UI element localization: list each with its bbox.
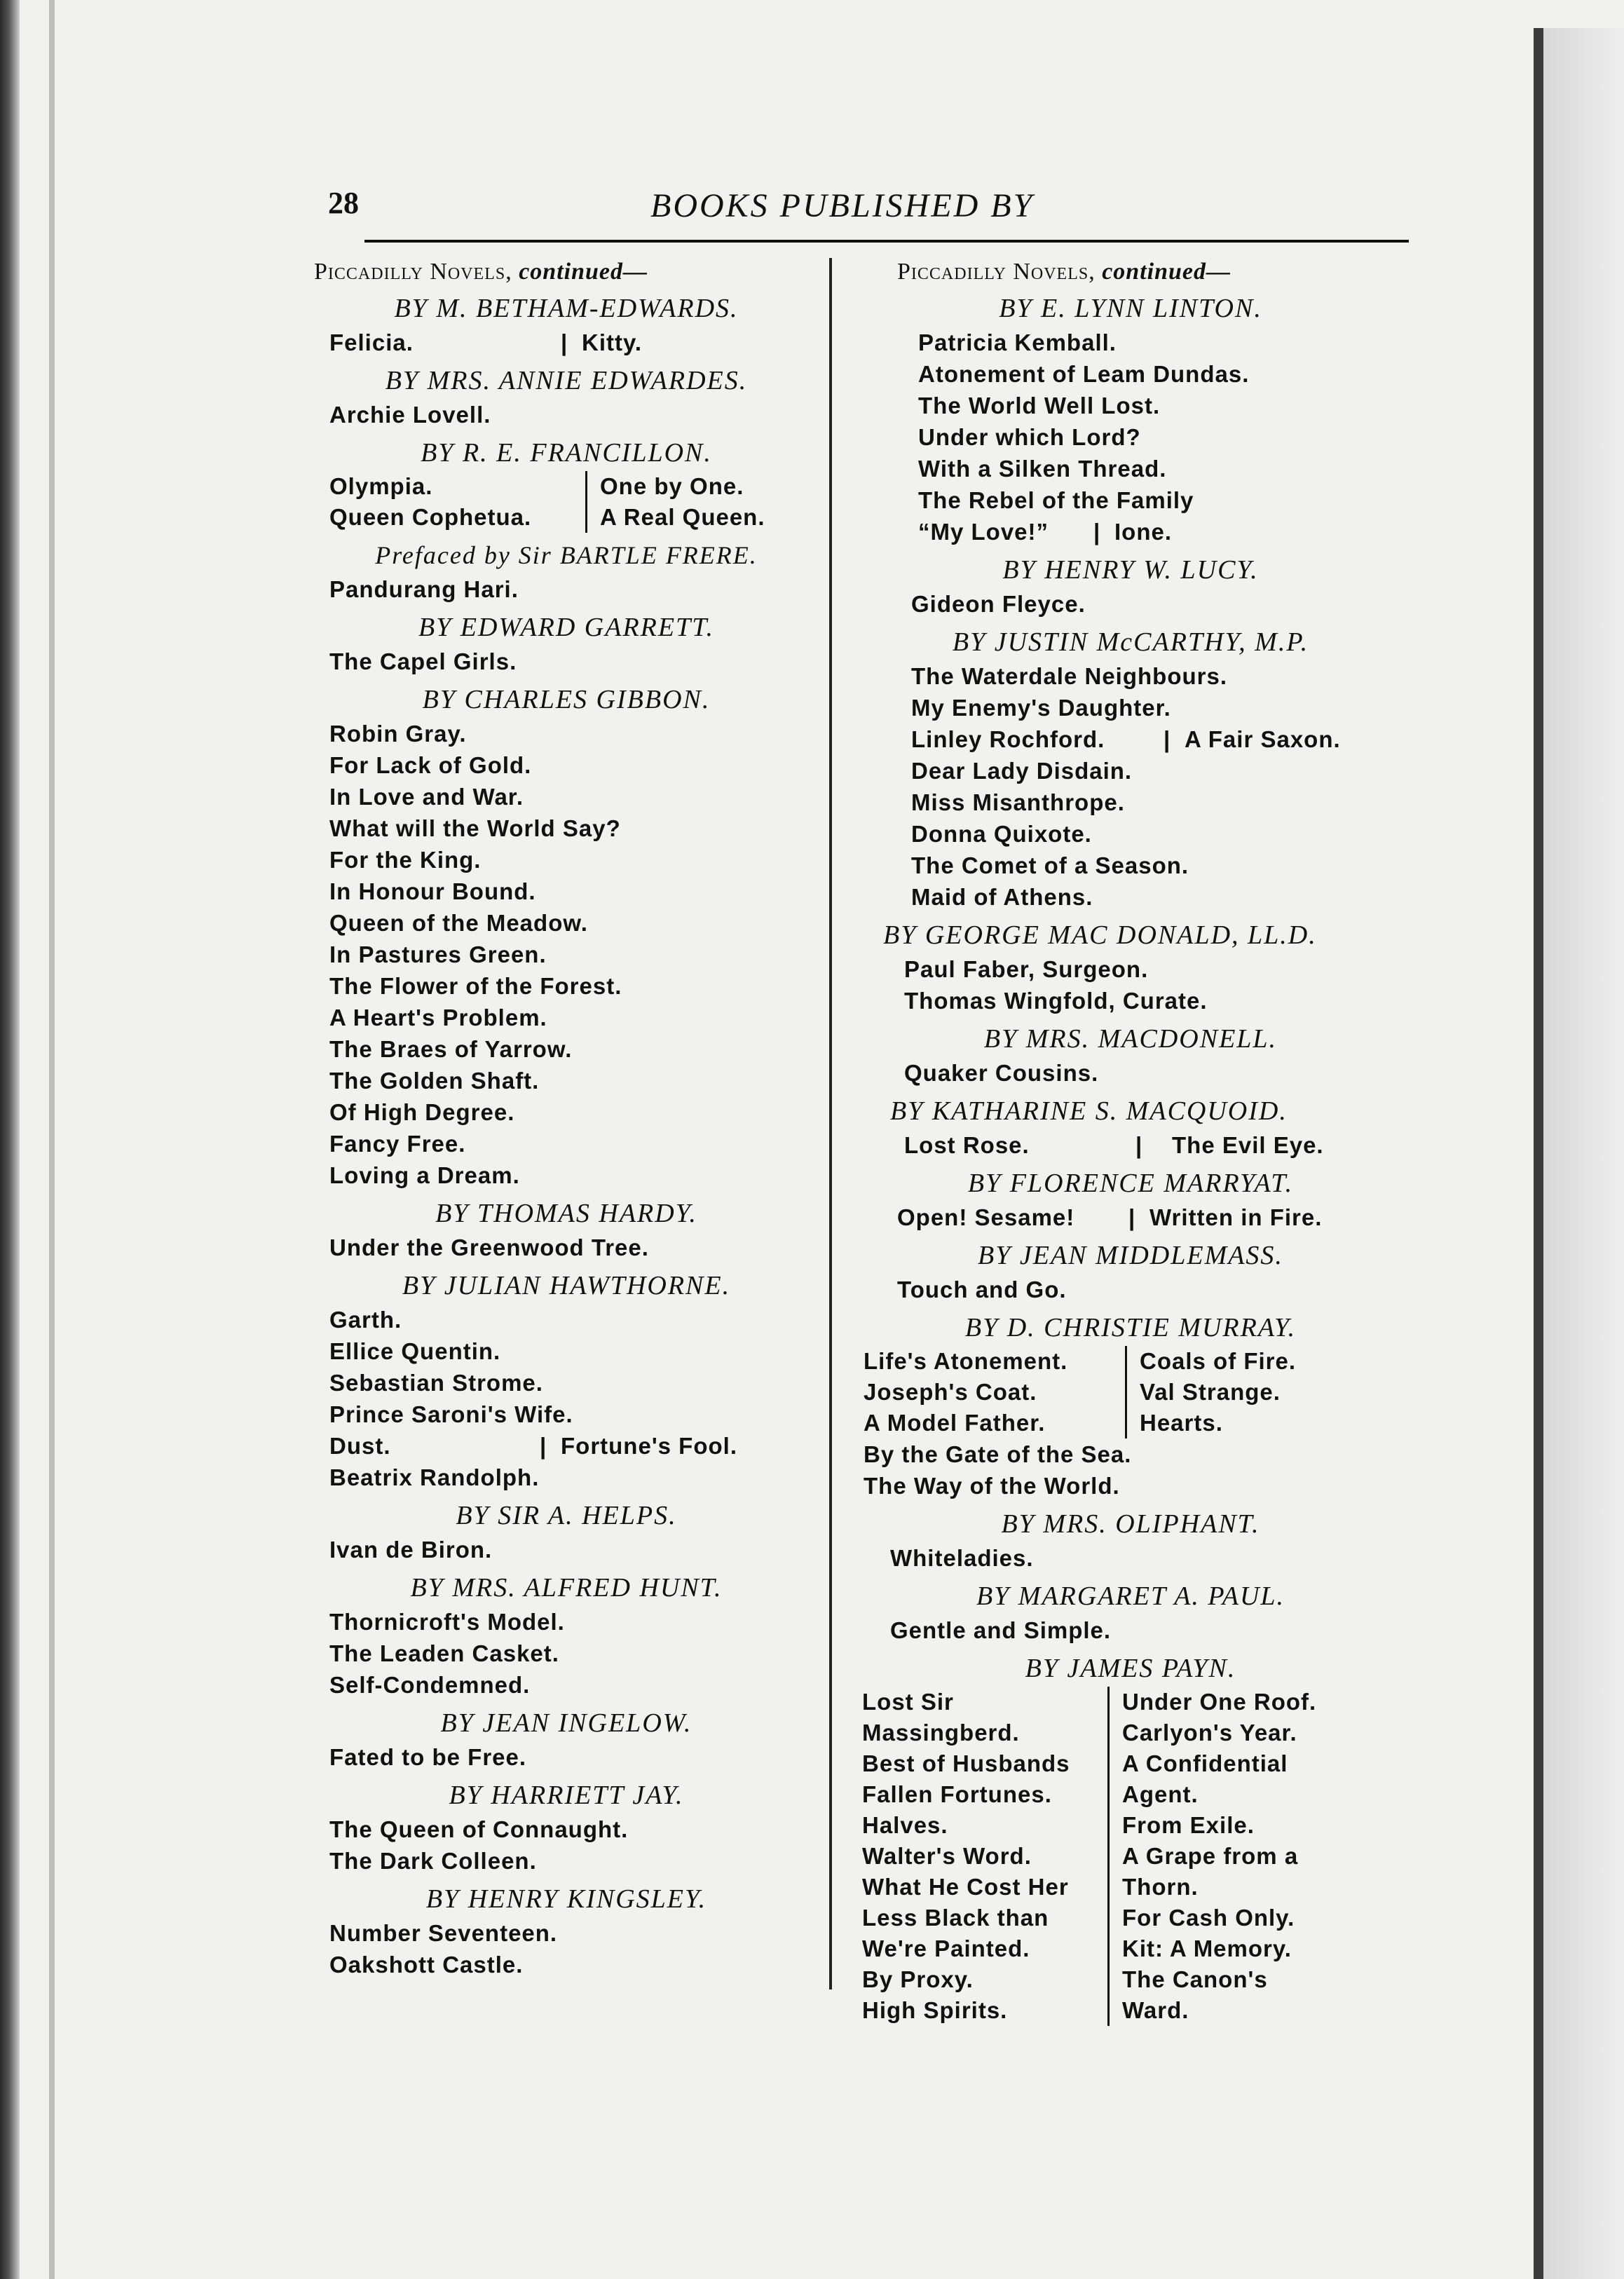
title-grid	[854, 1687, 1407, 2026]
book-title: Under One Roof.	[1122, 1689, 1317, 1715]
author-heading: BY CHARLES GIBBON.	[422, 685, 711, 714]
book-title: A Grape from a Thorn.	[1122, 1843, 1299, 1900]
column-divider	[829, 258, 832, 1989]
book-title: Under which Lord?	[918, 424, 1141, 450]
author-heading: BY FLORENCE MARRYAT.	[967, 1169, 1294, 1198]
book-title: Walter's Word.	[862, 1843, 1032, 1869]
author-heading: BY MRS. ALFRED HUNT.	[410, 1573, 723, 1603]
author-heading: BY EDWARD GARRETT.	[418, 613, 715, 642]
book-title: Thornicroft's Model.	[329, 1609, 565, 1635]
book-title: Joseph's Coat.	[862, 1377, 1127, 1408]
book-title: By Proxy.	[862, 1966, 974, 1992]
book-title: Self-Condemned.	[329, 1672, 531, 1698]
book-title: Number Seventeen.	[329, 1920, 558, 1946]
book-title: A Real Queen.	[600, 504, 765, 530]
book-title: My Enemy's Daughter.	[911, 695, 1171, 721]
book-title: Olympia.	[328, 471, 587, 502]
book-title: Linley Rochford.	[911, 726, 1105, 752]
author-heading: BY MRS. MACDONELL.	[983, 1024, 1278, 1054]
author-heading: BY JAMES PAYN.	[1025, 1654, 1236, 1683]
book-title: What will the World Say?	[329, 815, 621, 841]
book-title: Fated to be Free.	[329, 1744, 527, 1770]
book-title: What He Cost Her	[862, 1874, 1069, 1900]
book-title: Val Strange.	[1140, 1379, 1281, 1405]
book-title: For the King.	[329, 847, 482, 873]
title-pair: Lost Rose. | The Evil Eye.	[854, 1129, 1407, 1161]
book-title: “My Love!”	[918, 519, 1049, 545]
book-title: Ivan de Biron.	[329, 1537, 493, 1563]
author-heading: BY JEAN INGELOW.	[440, 1708, 692, 1738]
book-title: Ione.	[1114, 519, 1173, 545]
book-title: Open! Sesame!	[897, 1204, 1075, 1230]
book-title: Lost Sir Massingberd.	[862, 1689, 1020, 1746]
author-heading: BY THOMAS HARDY.	[435, 1199, 697, 1228]
book-title: Beatrix Randolph.	[329, 1464, 540, 1490]
book-title: One by One.	[600, 473, 744, 499]
book-title: A Fair Saxon.	[1185, 726, 1341, 752]
book-title: With a Silken Thread.	[918, 456, 1167, 482]
payn-right-list	[1110, 1687, 1390, 2026]
author-heading: BY HENRY W. LUCY.	[1002, 555, 1259, 585]
book-title: Robin Gray.	[329, 721, 467, 747]
book-title: A Model Father.	[862, 1408, 1127, 1438]
right-column	[854, 254, 1407, 2026]
book-title: Lost Rose.	[904, 1132, 1030, 1158]
book-title: Kit: A Memory.	[1122, 1936, 1292, 1961]
book-title: Fallen Fortunes.	[862, 1781, 1052, 1807]
book-title: In Honour Bound.	[329, 878, 536, 904]
book-title: The Comet of a Season.	[911, 852, 1189, 878]
book-title: The Dark Colleen.	[329, 1848, 537, 1874]
book-title: Archie Lovell.	[329, 402, 491, 428]
book-title: The Canon's Ward.	[1122, 1966, 1268, 2023]
book-title: Atonement of Leam Dundas.	[918, 361, 1250, 387]
author-heading: BY MRS. ANNIE EDWARDES.	[385, 366, 748, 395]
book-title: Sebastian Strome.	[329, 1370, 543, 1396]
author-heading: BY HENRY KINGSLEY.	[425, 1884, 707, 1914]
book-title: Hearts.	[1140, 1410, 1223, 1436]
author-heading: Prefaced by Sir BARTLE FRERE.	[375, 541, 758, 569]
author-heading: BY MARGARET A. PAUL.	[976, 1581, 1285, 1611]
author-heading: BY R. E. FRANCILLON.	[421, 438, 712, 468]
title-pair: Dust. | Fortune's Fool.	[314, 1430, 819, 1462]
author-heading: BY JEAN MIDDLEMASS.	[978, 1241, 1283, 1270]
book-title: Donna Quixote.	[911, 821, 1092, 847]
title-grid	[854, 1346, 1407, 1438]
book-title: Quaker Cousins.	[904, 1060, 1099, 1086]
author-heading: BY SIR A. HELPS.	[456, 1501, 677, 1530]
book-title: A Confidential Agent.	[1122, 1750, 1288, 1807]
book-binding-left	[0, 0, 20, 2279]
book-title: Ellice Quentin.	[329, 1338, 501, 1364]
page-number: 28	[328, 186, 359, 220]
book-title: The Golden Shaft.	[329, 1068, 540, 1094]
book-title: Kitty.	[582, 329, 643, 355]
book-title: The Rebel of the Family	[918, 487, 1194, 513]
book-title: Best of Husbands	[862, 1750, 1070, 1776]
book-title: Fortune's Fool.	[561, 1433, 737, 1459]
book-title: Touch and Go.	[897, 1277, 1067, 1302]
payn-left-list	[854, 1687, 1110, 2026]
book-title: Thomas Wingfold, Curate.	[904, 988, 1208, 1014]
book-title: Halves.	[862, 1812, 948, 1838]
book-title: Life's Atonement.	[862, 1346, 1127, 1377]
book-title: In Pastures Green.	[329, 941, 547, 967]
header-rule	[364, 240, 1409, 243]
page-header	[328, 184, 1414, 240]
book-title: Queen of the Meadow.	[329, 910, 588, 936]
book-title: Dear Lady Disdain.	[911, 758, 1133, 784]
book-title: For Lack of Gold.	[329, 752, 532, 778]
book-title: Less Black than We're Painted.	[862, 1905, 1049, 1961]
book-title: The Evil Eye.	[1172, 1132, 1324, 1158]
book-title: Paul Faber, Surgeon.	[904, 956, 1149, 982]
book-title: Dust.	[329, 1433, 391, 1459]
book-title: Of High Degree.	[329, 1099, 515, 1125]
book-title: Whiteladies.	[890, 1545, 1034, 1571]
title-pair: Linley Rochford. | A Fair Saxon.	[854, 723, 1407, 755]
book-title: In Love and War.	[329, 784, 524, 810]
book-title: The Way of the World.	[864, 1473, 1120, 1499]
page-edge-right	[1534, 28, 1543, 2279]
book-title: Patricia Kemball.	[918, 329, 1117, 355]
page-shadow-left	[49, 0, 55, 2279]
book-title: The Flower of the Forest.	[329, 973, 622, 999]
book-title: The World Well Lost.	[918, 393, 1161, 419]
author-heading: BY JULIAN HAWTHORNE.	[402, 1271, 731, 1300]
book-title: Coals of Fire.	[1140, 1348, 1297, 1374]
author-heading: BY MRS. OLIPHANT.	[1001, 1509, 1260, 1539]
book-title: Miss Misanthrope.	[911, 789, 1125, 815]
running-head: BOOKS PUBLISHED BY	[650, 187, 1035, 224]
book-title: Oakshott Castle.	[329, 1952, 524, 1978]
title-pair: “My Love!” | Ione.	[854, 516, 1407, 547]
book-title: Pandurang Hari.	[329, 576, 519, 602]
book-title: From Exile.	[1122, 1812, 1255, 1838]
book-title: For Cash Only.	[1122, 1905, 1295, 1931]
author-heading: BY M. BETHAM-EDWARDS.	[394, 294, 739, 323]
author-heading: BY KATHARINE S. MACQUOID.	[890, 1096, 1288, 1126]
author-heading: BY D. CHRISTIE MURRAY.	[964, 1313, 1297, 1342]
continued-heading: Piccadilly Novels, continued—	[314, 259, 648, 285]
title-pair: Open! Sesame! | Written in Fire.	[854, 1202, 1407, 1233]
title-grid	[314, 471, 819, 533]
book-title: Loving a Dream.	[329, 1162, 520, 1188]
title-pair: Felicia. | Kitty.	[314, 327, 819, 358]
book-title: By the Gate of the Sea.	[864, 1441, 1132, 1467]
book-title: Maid of Athens.	[911, 884, 1093, 910]
left-column	[314, 254, 819, 1980]
book-title: Fancy Free.	[329, 1131, 466, 1157]
book-title: Gideon Fleyce.	[911, 591, 1086, 617]
book-title: Queen Cophetua.	[328, 502, 587, 533]
continued-heading: Piccadilly Novels, continued—	[897, 259, 1231, 285]
book-title: The Leaden Casket.	[329, 1640, 559, 1666]
book-title: The Waterdale Neighbours.	[911, 663, 1228, 689]
book-title: Gentle and Simple.	[890, 1617, 1112, 1643]
author-heading: BY E. LYNN LINTON.	[999, 294, 1262, 323]
book-title: Felicia.	[329, 329, 414, 355]
book-title: Prince Saroni's Wife.	[329, 1401, 573, 1427]
book-title: Garth.	[329, 1307, 402, 1333]
book-title: Written in Fire.	[1149, 1204, 1323, 1230]
book-title: A Heart's Problem.	[329, 1005, 547, 1030]
adjacent-page	[1543, 28, 1624, 2279]
author-heading: BY JUSTIN McCARTHY, M.P.	[952, 627, 1309, 657]
book-title: Carlyon's Year.	[1122, 1720, 1297, 1746]
book-title: The Queen of Connaught.	[329, 1816, 629, 1842]
author-heading: BY HARRIETT JAY.	[449, 1781, 684, 1810]
book-title: Under the Greenwood Tree.	[329, 1234, 649, 1260]
author-heading: BY GEORGE MAC DONALD, LL.D.	[883, 920, 1317, 950]
book-title: The Braes of Yarrow.	[329, 1036, 573, 1062]
book-title: High Spirits.	[862, 1997, 1008, 2023]
book-title: The Capel Girls.	[329, 648, 517, 674]
